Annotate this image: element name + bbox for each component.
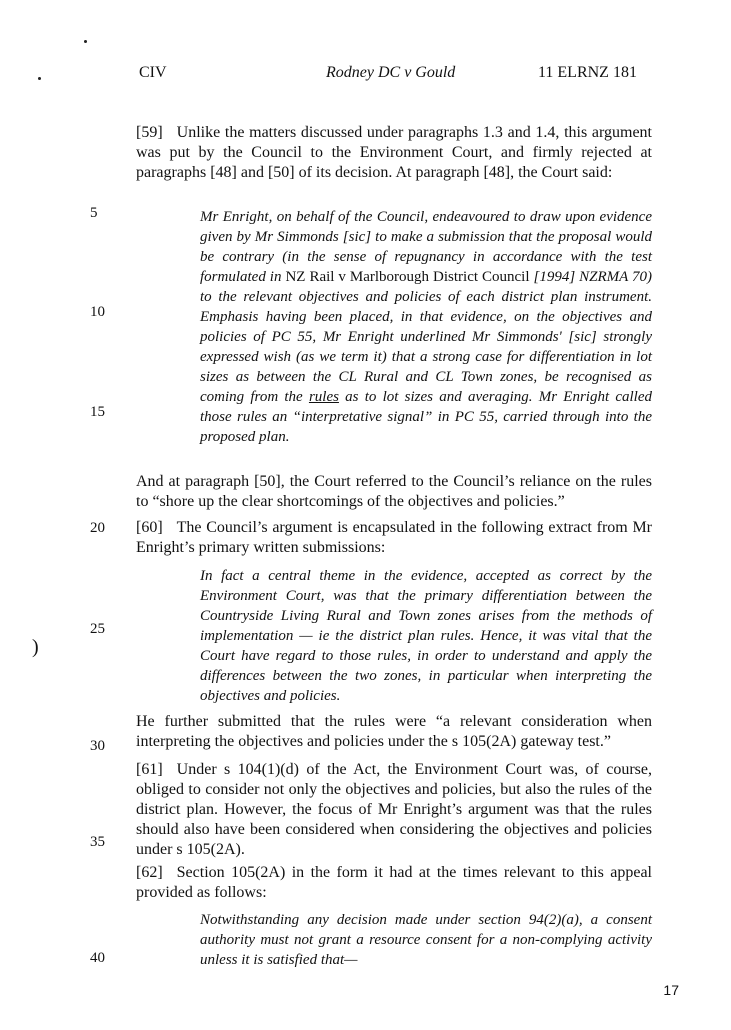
line-number: 35 xyxy=(90,834,105,850)
paragraph-continuation-50: And at paragraph [50], the Court referred to the Council’s reliance on the rules to “shore up the clear shortcomings of the objectives and policies.” xyxy=(136,473,652,510)
page-number: 17 xyxy=(663,982,679,998)
paragraph-continuation-submission: He further submitted that the rules were “a relevant consideration when interpreting the objectives and policies under the s 105(2A) gateway test.” xyxy=(136,713,652,750)
line-number: 10 xyxy=(90,304,105,320)
header-right: 11 ELRNZ 181 xyxy=(538,64,637,81)
quote-text: Mr Enright, on behalf of the Council, endeavoured to draw upon evidence given by Mr Simmonds [sic] to make a submission that the proposal would be contrary (in the sense of repugnancy in accordance with the test formulated in xyxy=(200,209,652,285)
block-quote-2: In fact a central theme in the evidence, accepted as correct by the Environment Court, was that the primary differentiation between the Countryside Living Rural and Town zones arises from the methods of implementation — ie the district plan rules. Hence, it was vital that the Court have regard to those rules, in order to understand and apply the differences between the two zones, in particular when interpreting the objectives and policies. xyxy=(200,568,652,704)
header-center: Rodney DC v Gould xyxy=(326,64,456,81)
block-quote-3: Notwithstanding any decision made under section 94(2)(a), a consent authority must not grant a resource consent for a non-complying activity unless it is satisfied that— xyxy=(200,912,652,968)
paragraph-number: [60] xyxy=(136,519,163,536)
underlined-word: rules xyxy=(308,389,339,405)
line-number: 5 xyxy=(90,205,98,221)
paragraph-number: [61] xyxy=(136,761,163,778)
block-quote-1 xyxy=(200,207,652,447)
line-number: 30 xyxy=(90,738,105,754)
line-number: 20 xyxy=(90,520,105,536)
scan-dot xyxy=(84,40,87,43)
line-number: 15 xyxy=(90,404,105,420)
paragraph-61 xyxy=(136,760,652,860)
paragraph-text: Unlike the matters discussed under paragraphs 1.3 and 1.4, this argument was put by the Council to the Environment Court, and firmly rejected at paragraphs [48] and [50] of its decision. At paragraph [48], the Court said: xyxy=(136,124,652,181)
paragraph-60 xyxy=(136,518,652,558)
scan-dot xyxy=(38,77,41,80)
quote-text: as to lot sizes and averaging. Mr Enright called those rules an “interpretative signal” in PC 55, carried through into the proposed plan. xyxy=(200,389,652,445)
margin-bracket: ) xyxy=(32,636,39,658)
paragraph-number: [59] xyxy=(136,124,163,141)
paragraph-text: Under s 104(1)(d) of the Act, the Environment Court was, of course, obliged to consider not only the objectives and policies, but also the rules of the district plan. However, the focus of Mr Enright’s argument was that the rules should also have been considered when considering the objectives and policies under s 105(2A). xyxy=(136,761,652,858)
header-left: CIV xyxy=(139,64,167,81)
line-number: 25 xyxy=(90,621,105,637)
paragraph-59 xyxy=(136,123,652,183)
paragraph-text: The Council’s argument is encapsulated in the following extract from Mr Enright’s primary written submissions: xyxy=(136,519,652,556)
line-number: 40 xyxy=(90,950,105,966)
quote-text: [1994] NZRMA 70) to the relevant objectives and policies of each district plan instrument. Emphasis having been placed, in that evidence, on the objectives and policies of PC 55, Mr Enright underlined Mr Simmonds' [sic] strongly expressed wish (as we term it) that a strong case for differentiation in lot sizes as between the CL Rural and CL Town zones, be recognised as coming from the xyxy=(200,269,653,405)
paragraph-number: [62] xyxy=(136,864,163,881)
paragraph-text: Section 105(2A) in the form it had at the times relevant to this appeal provided as follows: xyxy=(136,864,652,901)
case-name: NZ Rail v Marlborough District Council xyxy=(285,269,530,285)
paragraph-62 xyxy=(136,863,652,903)
